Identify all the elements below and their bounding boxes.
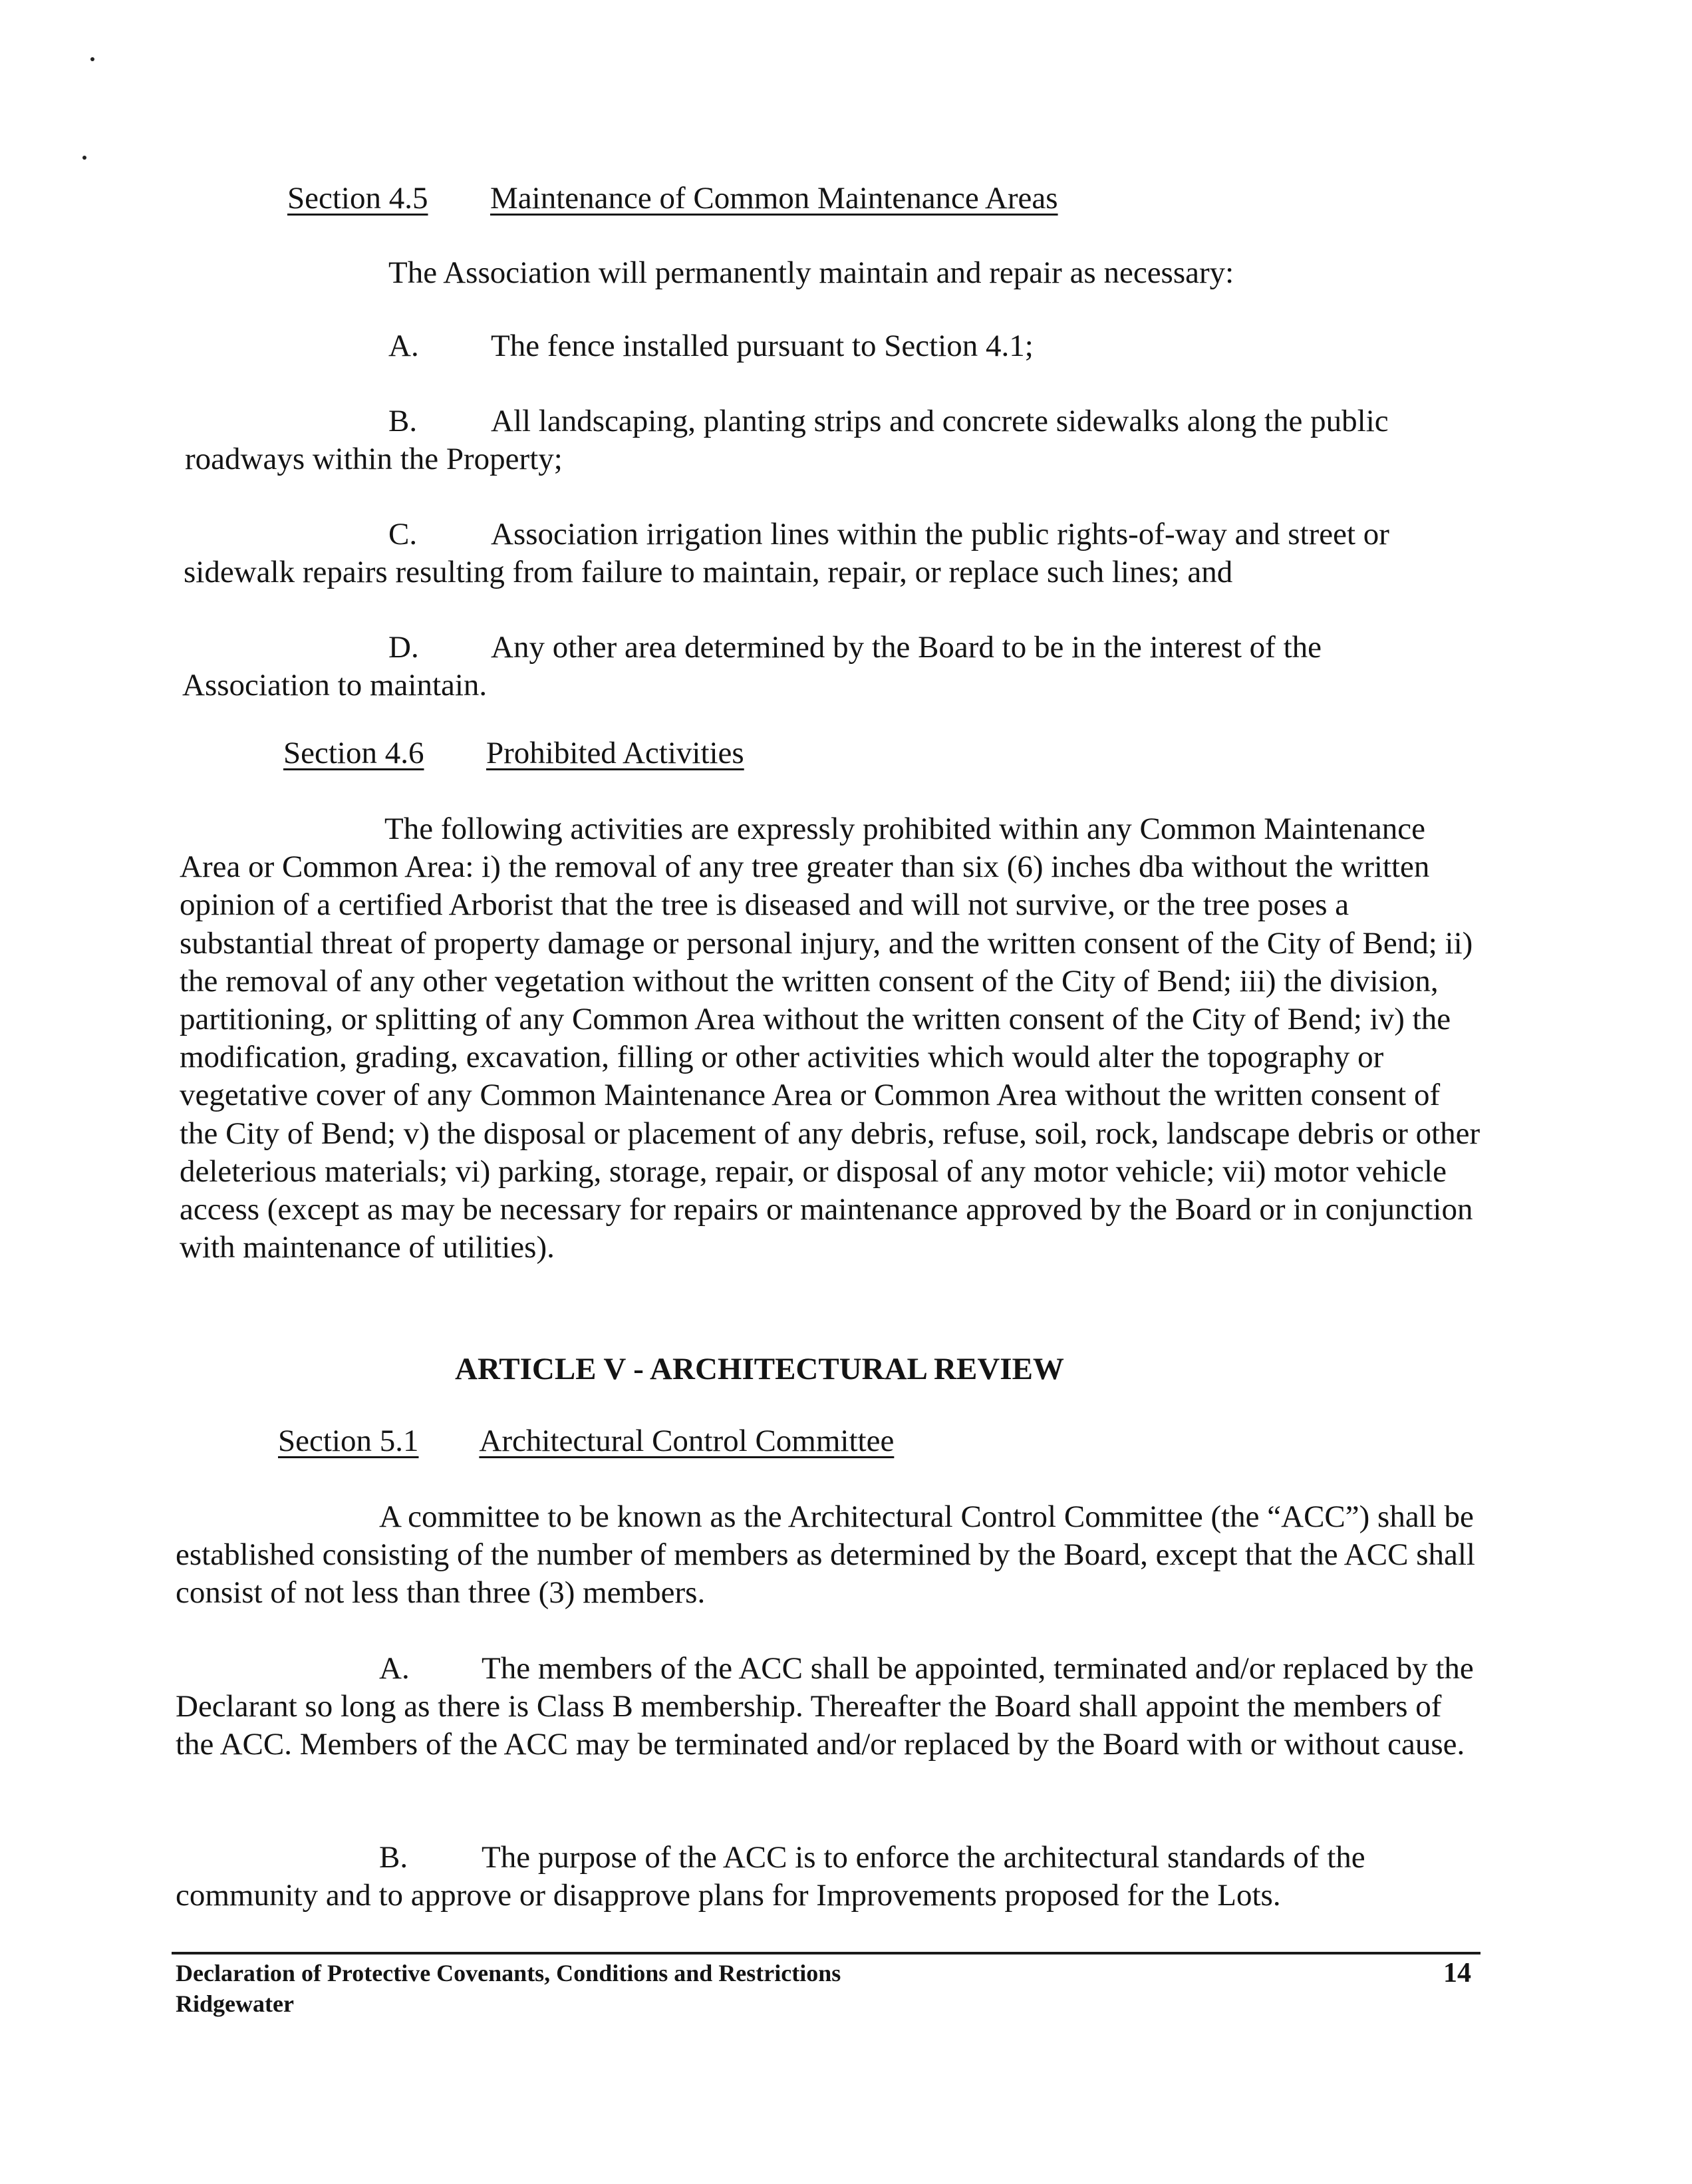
footer-rule [172, 1952, 1480, 1954]
item-text: The members of the ACC shall be appointed, terminated and/or replaced by the Declarant so long as there is Class B membership. Thereafter the Board shall appoint the members of the ACC. Members of the ACC may be terminated and/or replaced by the Board with or without cause. [176, 1651, 1474, 1762]
item-text: The purpose of the ACC is to enforce the architectural standards of the community and to approve or disapprove plans for Improvements proposed for the Lots. [176, 1840, 1365, 1913]
section-4-5-heading [287, 180, 1058, 217]
item-text: Association irrigation lines within the public rights-of-way and street or sidewalk repairs resulting from failure to maintain, repair, or replace such lines; and [184, 517, 1389, 589]
item-text: The fence installed pursuant to Section 4.1; [491, 329, 1034, 363]
section-title: Architectural Control Committee [479, 1424, 895, 1458]
section-5-1-heading [278, 1422, 894, 1460]
section-4-6-heading [283, 734, 744, 772]
list-item [388, 327, 1034, 365]
list-item [176, 1650, 1479, 1764]
list-item [182, 629, 1446, 704]
scan-speck [90, 57, 94, 61]
article-heading: ARTICLE V - ARCHITECTURAL REVIEW [455, 1352, 1064, 1386]
section-intro: The Association will permanently maintain and repair as necessary: [388, 255, 1234, 290]
list-item [176, 1839, 1453, 1915]
section-number: Section 5.1 [278, 1424, 419, 1458]
footer-subtitle: Ridgewater [176, 1990, 294, 2017]
item-letter: B. [388, 404, 418, 438]
section-title: Prohibited Activities [486, 736, 744, 770]
item-letter: C. [388, 517, 418, 551]
scan-speck [82, 156, 86, 160]
item-text: Any other area determined by the Board to be in the interest of the Association to maintain. [182, 630, 1322, 702]
section-body [180, 810, 1483, 1267]
item-letter: D. [388, 630, 419, 665]
item-letter: A. [388, 329, 419, 363]
item-letter: B. [379, 1840, 408, 1875]
body-text: A committee to be known as the Architectural Control Committee (the “ACC”) shall be established consisting of the number of members as determined by the Board, except that the ACC shall consist of not less than three (3) members. [176, 1499, 1475, 1610]
section-number: Section 4.5 [287, 181, 428, 216]
list-item [184, 516, 1461, 591]
item-letter: A. [379, 1651, 410, 1686]
page-number: 14 [1443, 1958, 1471, 1988]
list-item [185, 402, 1462, 478]
footer-title: Declaration of Protective Covenants, Conditions and Restrictions [176, 1960, 841, 1986]
section-number: Section 4.6 [283, 736, 424, 770]
item-text: All landscaping, planting strips and concrete sidewalks along the public roadways within the Property; [185, 404, 1389, 476]
body-text: The following activities are expressly prohibited within any Common Maintenance Area or Common Area: i) the removal of any tree greater than six (6) inches dba without the written opinion of a certified Arborist that the tree is diseased and will not survive, or the tree poses a substantial threat of property damage or personal injury, and the written consent of the City of Bend; ii) the removal of any other vegetation without the written consent of the City of Bend; iii) the division, partitioning, or splitting of any Common Area without the written consent of the City of Bend; iv) the modification, grading, excavation, filling or other activities which would alter the topography or vegetative cover of any Common Maintenance Area or Common Area without the written consent of the City of Bend; v) the disposal or placement of any debris, refuse, soil, rock, landscape debris or other deleterious materials; vi) parking, storage, repair, or disposal of any motor vehicle; vii) motor vehicle access (except as may be necessary for repairs or maintenance approved by the Board or in conjunction with maintenance of utilities). [180, 812, 1480, 1265]
section-body [176, 1498, 1492, 1612]
section-title: Maintenance of Common Maintenance Areas [490, 181, 1058, 216]
